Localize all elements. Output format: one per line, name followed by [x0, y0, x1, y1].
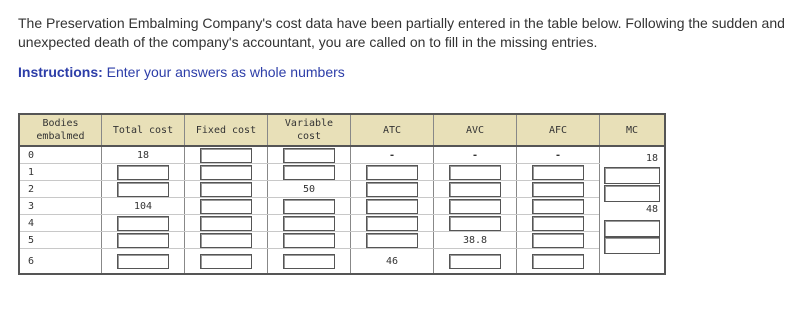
- bodies-cell: 2: [19, 181, 102, 198]
- atc-input-2[interactable]: [366, 182, 418, 197]
- afc-input-1[interactable]: [532, 165, 584, 180]
- tc-input-4[interactable]: [117, 216, 169, 231]
- mc-input-5[interactable]: [604, 220, 660, 237]
- header-vc-line1: Variable: [284, 118, 334, 129]
- atc-input-4[interactable]: [366, 216, 418, 231]
- fc-input-5[interactable]: [200, 233, 252, 248]
- tc-input-1[interactable]: [117, 165, 169, 180]
- header-bodies: [19, 114, 102, 146]
- vc-input-4[interactable]: [283, 216, 335, 231]
- atc-value: 46: [351, 249, 434, 275]
- fc-input-3[interactable]: [200, 199, 252, 214]
- avc-dash: -: [434, 146, 517, 164]
- fc-input-2[interactable]: [200, 182, 252, 197]
- atc-input-1[interactable]: [366, 165, 418, 180]
- instructions-line: [18, 64, 345, 80]
- vc-input-5[interactable]: [283, 233, 335, 248]
- table-row: [19, 232, 665, 249]
- vc-cell: [268, 232, 351, 249]
- instructions-text: Enter your answers as whole numbers: [102, 64, 345, 80]
- atc-cell: [351, 198, 434, 215]
- afc-dash: -: [517, 146, 600, 164]
- mc-input-3[interactable]: [604, 185, 660, 202]
- header-bodies-line2: embalmed: [36, 131, 85, 142]
- afc-cell: [517, 249, 600, 275]
- fc-cell: [185, 198, 268, 215]
- fc-input-4[interactable]: [200, 216, 252, 231]
- avc-cell: [434, 164, 517, 181]
- afc-cell: [517, 232, 600, 249]
- header-vc-line2: cost: [296, 131, 322, 142]
- header-total-cost: Total cost: [102, 114, 185, 146]
- mc-input-2[interactable]: [604, 167, 660, 184]
- header-mc: MC: [600, 114, 666, 146]
- fc-cell: [185, 232, 268, 249]
- afc-input-6[interactable]: [532, 254, 584, 269]
- tc-cell: [102, 164, 185, 181]
- mc-input-6[interactable]: [604, 237, 660, 254]
- atc-cell: [351, 164, 434, 181]
- mc-value-4: 48: [645, 204, 658, 215]
- avc-input-2[interactable]: [449, 182, 501, 197]
- tc-value: 18: [102, 146, 185, 164]
- atc-cell: [351, 181, 434, 198]
- avc-value: 38.8: [434, 232, 517, 249]
- fc-cell: [185, 249, 268, 275]
- avc-cell: [434, 198, 517, 215]
- fc-input-0[interactable]: [200, 148, 252, 163]
- afc-input-3[interactable]: [532, 199, 584, 214]
- table-row: [19, 181, 665, 198]
- bodies-cell: 4: [19, 215, 102, 232]
- tc-input-2[interactable]: [117, 182, 169, 197]
- header-avc: AVC: [434, 114, 517, 146]
- header-variable-cost: [268, 114, 351, 146]
- atc-dash: -: [351, 146, 434, 164]
- vc-cell: [268, 249, 351, 275]
- afc-input-4[interactable]: [532, 216, 584, 231]
- vc-input-3[interactable]: [283, 199, 335, 214]
- vc-input-6[interactable]: [283, 254, 335, 269]
- vc-input-0[interactable]: [283, 148, 335, 163]
- fc-input-1[interactable]: [200, 165, 252, 180]
- atc-cell: [351, 215, 434, 232]
- avc-input-1[interactable]: [449, 165, 501, 180]
- afc-input-5[interactable]: [532, 233, 584, 248]
- table-row: [19, 198, 665, 215]
- afc-cell: [517, 215, 600, 232]
- bodies-cell: 6: [19, 249, 102, 275]
- avc-cell: [434, 215, 517, 232]
- header-afc: AFC: [517, 114, 600, 146]
- avc-input-6[interactable]: [449, 254, 501, 269]
- afc-cell: [517, 198, 600, 215]
- table-row: [19, 164, 665, 181]
- fc-cell: [185, 181, 268, 198]
- afc-cell: [517, 181, 600, 198]
- avc-input-4[interactable]: [449, 216, 501, 231]
- tc-input-5[interactable]: [117, 233, 169, 248]
- table-row: [19, 249, 665, 275]
- intro-paragraph: The Preservation Embalming Company's cost data have been partially entered in the table below. Following the sudden and unexpected death of the company's accountant, you are called on to fill in the missing entries.: [18, 15, 785, 50]
- mc-value-1: 18: [645, 153, 658, 164]
- header-row: [19, 114, 665, 146]
- atc-cell: [351, 232, 434, 249]
- vc-value: 50: [268, 181, 351, 198]
- tc-cell: [102, 181, 185, 198]
- fc-cell: [185, 215, 268, 232]
- instructions-label: Instructions:: [18, 64, 103, 80]
- mc-column: [600, 146, 666, 274]
- header-atc: ATC: [351, 114, 434, 146]
- table-row: [19, 146, 665, 164]
- vc-cell: [268, 215, 351, 232]
- avc-cell: [434, 249, 517, 275]
- bodies-cell: 0: [19, 146, 102, 164]
- fc-input-6[interactable]: [200, 254, 252, 269]
- vc-input-1[interactable]: [283, 165, 335, 180]
- bodies-cell: 1: [19, 164, 102, 181]
- bodies-cell: 5: [19, 232, 102, 249]
- vc-cell: [268, 164, 351, 181]
- afc-cell: [517, 164, 600, 181]
- afc-input-2[interactable]: [532, 182, 584, 197]
- vc-cell: [268, 146, 351, 164]
- fc-cell: [185, 164, 268, 181]
- header-bodies-line1: Bodies: [42, 118, 79, 129]
- avc-cell: [434, 181, 517, 198]
- atc-input-3[interactable]: [366, 199, 418, 214]
- tc-cell: [102, 215, 185, 232]
- avc-input-3[interactable]: [449, 199, 501, 214]
- cost-table: [18, 113, 666, 275]
- tc-cell: [102, 249, 185, 275]
- table-row: [19, 215, 665, 232]
- bodies-cell: 3: [19, 198, 102, 215]
- vc-cell: [268, 198, 351, 215]
- tc-cell: [102, 232, 185, 249]
- tc-input-6[interactable]: [117, 254, 169, 269]
- atc-input-5[interactable]: [366, 233, 418, 248]
- tc-value: 104: [102, 198, 185, 215]
- fc-cell: [185, 146, 268, 164]
- header-fixed-cost: Fixed cost: [185, 114, 268, 146]
